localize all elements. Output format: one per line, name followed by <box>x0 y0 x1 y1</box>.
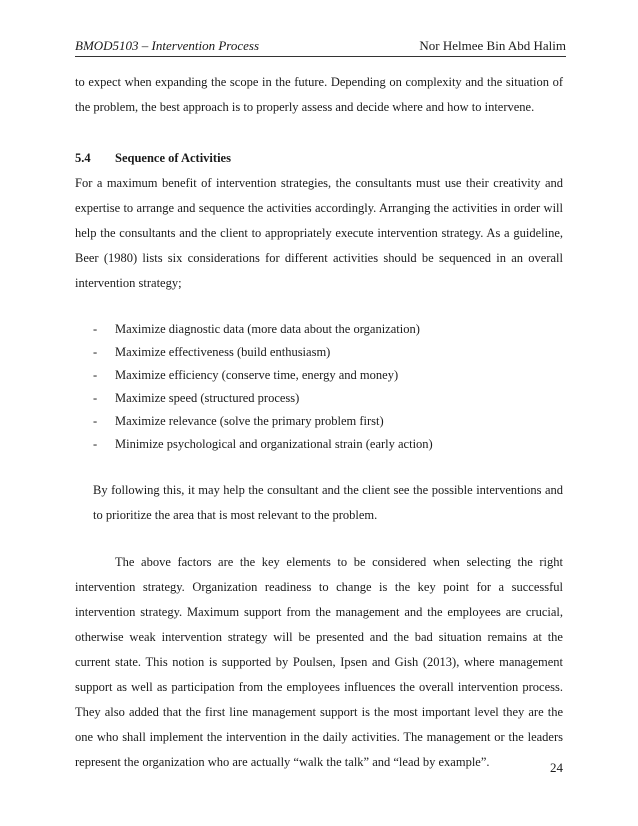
page-number: 24 <box>550 760 563 775</box>
list-item: - Maximize speed (structured process) <box>93 391 300 405</box>
list-item: - Maximize relevance (solve the primary problem first) <box>93 414 384 428</box>
list-item: - Maximize effectiveness (build enthusiasm) <box>93 345 331 359</box>
section-heading <box>75 146 563 171</box>
following-paragraph: By following this, it may help the consultant and the client see the possible interventions and to prioritize the area that is most relevant to the problem. <box>93 483 563 522</box>
section-title: Sequence of Activities <box>115 151 231 165</box>
list-item: - Maximize diagnostic data (more data about the organization) <box>93 322 420 336</box>
intro-paragraph: to expect when expanding the scope in the future. Depending on complexity and the situation of the problem, the best approach is to properly assess and decide where and how to intervene. <box>75 75 563 114</box>
author-name: Nor Helmee Bin Abd Halim <box>419 38 566 53</box>
section-intro-paragraph: For a maximum benefit of intervention strategies, the consultants must use their creativity and expertise to arrange and sequence the activities accordingly. Arranging the activities in order will help the consultants and the client to appropriately execute intervention strategy. As a guideline, Beer (1980) lists six considerations for different activities should be sequenced in an overall intervention strategy; <box>75 176 563 290</box>
list-item: - Minimize psychological and organizational strain (early action) <box>93 437 433 451</box>
course-title: BMOD5103 – Intervention Process <box>75 38 260 53</box>
considerations-list <box>75 318 563 456</box>
factors-paragraph: The above factors are the key elements to be considered when selecting the right intervention strategy. Organization readiness to change is the key point for a successful intervention strategy. Maximum support from the management and the employees are crucial, otherwise weak intervention strategy will be presented and the bad situation remains at the current state. This notion is supported by Poulsen, Ipsen and Gish (2013), where management support as well as participation from the employees influences the overall intervention process. They also added that the first line management support is the most important level they are the one who shall implement the intervention in the daily activities. The management or the leaders represent the organization who are actually “walk the talk” and “lead by example”. <box>75 555 563 769</box>
section-number: 5.4 <box>75 151 91 165</box>
page-body <box>75 70 563 775</box>
page-header <box>75 36 566 57</box>
list-item: - Maximize efficiency (conserve time, energy and money) <box>93 368 399 382</box>
